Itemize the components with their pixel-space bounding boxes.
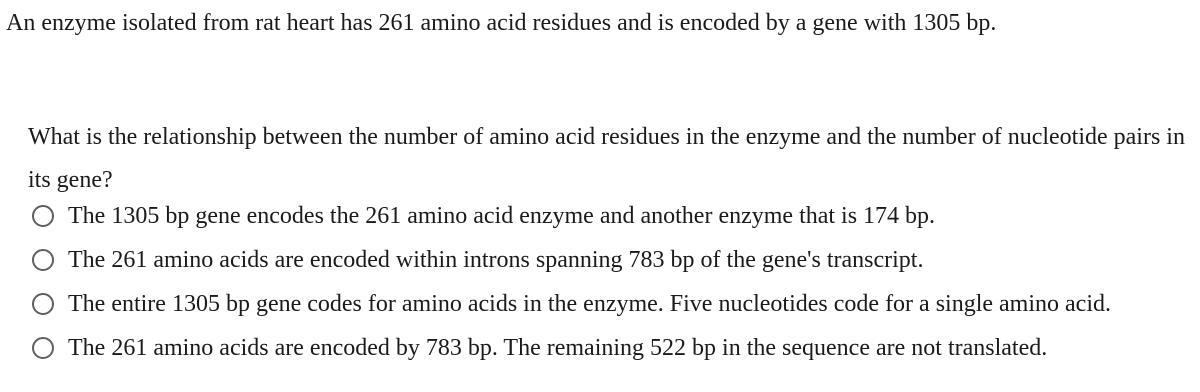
answer-option-1[interactable] <box>32 194 1111 238</box>
answer-option-2[interactable] <box>32 238 1111 282</box>
answer-option-label: The 261 amino acids are encoded by 783 bp. The remaining 522 bp in the sequence are not translated. <box>68 335 1048 361</box>
answer-option-label: The 1305 bp gene encodes the 261 amino acid enzyme and another enzyme that is 174 bp. <box>68 203 936 229</box>
radio-button-2[interactable] <box>32 249 54 271</box>
answer-option-4[interactable] <box>32 326 1111 370</box>
radio-button-4[interactable] <box>32 337 54 359</box>
answer-option-label: The entire 1305 bp gene codes for amino acids in the enzyme. Five nucleotides code for a single amino acid. <box>68 291 1111 317</box>
radio-button-3[interactable] <box>32 293 54 315</box>
answer-option-3[interactable] <box>32 282 1111 326</box>
answer-option-label: The 261 amino acids are encoded within introns spanning 783 bp of the gene's transcript. <box>68 247 924 273</box>
answer-options <box>32 194 1111 370</box>
question-text: What is the relationship between the number of amino acid residues in the enzyme and the number of nucleotide pairs in its gene? <box>28 124 1185 193</box>
problem-intro: An enzyme isolated from rat heart has 261 amino acid residues and is encoded by a gene with 1305 bp. <box>6 10 997 36</box>
radio-button-1[interactable] <box>32 205 54 227</box>
